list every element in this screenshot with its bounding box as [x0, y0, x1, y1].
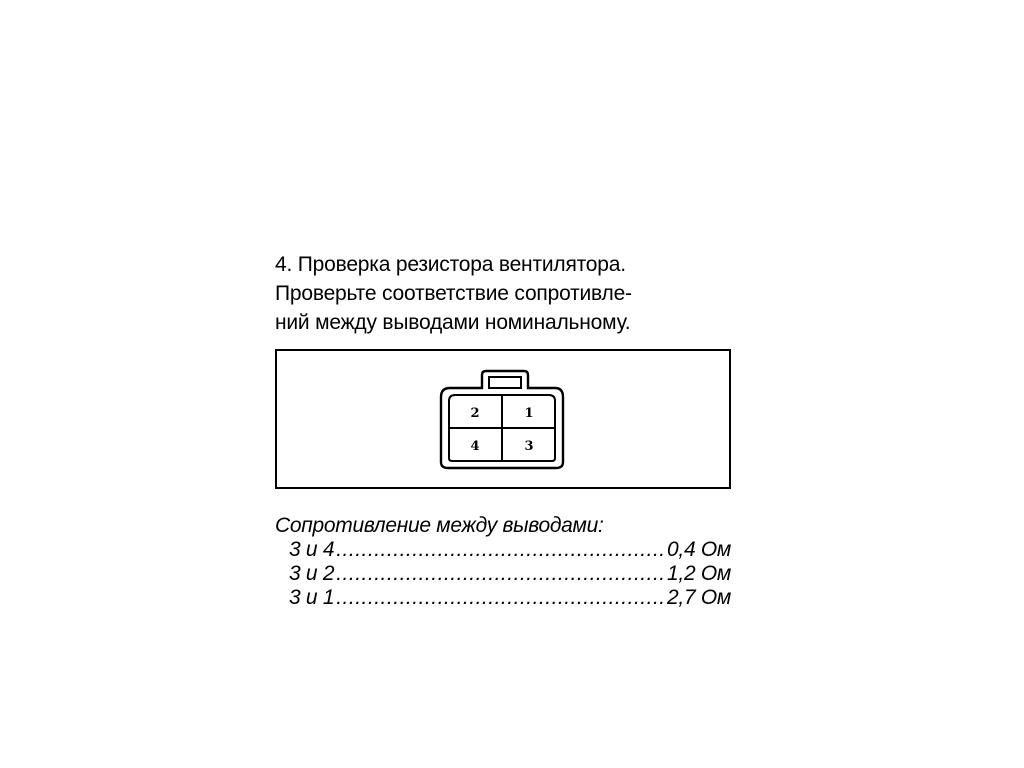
spec-row [289, 562, 731, 586]
connector-figure [275, 349, 731, 489]
spec-row [289, 586, 731, 610]
connector-diagram [277, 351, 729, 487]
resistance-spec [275, 514, 731, 610]
instruction-line-2: ний между выводами номинальному. [275, 311, 631, 334]
pin-label-4: 4 [470, 439, 480, 454]
resistance-value: 1,2 Ом [667, 562, 731, 585]
instruction-line-1 [275, 279, 731, 308]
connector-latch [489, 377, 521, 388]
resistance-value: 0,4 Ом [667, 538, 731, 561]
dot-leader [336, 586, 665, 610]
instruction-word: Проверьте [275, 282, 377, 305]
spec-row [289, 538, 731, 562]
pin-label-2: 2 [470, 406, 480, 421]
terminal-pair: 3 и 2 [289, 562, 335, 585]
spec-title: Сопротивление между выводами: [275, 514, 604, 537]
section-text [275, 250, 731, 337]
dot-leader [336, 562, 665, 586]
resistance-value: 2,7 Ом [667, 586, 731, 609]
instruction-word: соответствие [381, 282, 509, 305]
pin-label-3: 3 [524, 439, 534, 454]
section-heading: 4. Проверка резистора вентилятора. [275, 253, 626, 276]
dot-leader [336, 538, 665, 562]
terminal-pair: 3 и 1 [289, 586, 335, 609]
instruction-word: сопротивле- [514, 282, 632, 305]
terminal-pair: 3 и 4 [289, 538, 335, 561]
document-page [275, 250, 731, 609]
pin-label-1: 1 [524, 406, 534, 421]
